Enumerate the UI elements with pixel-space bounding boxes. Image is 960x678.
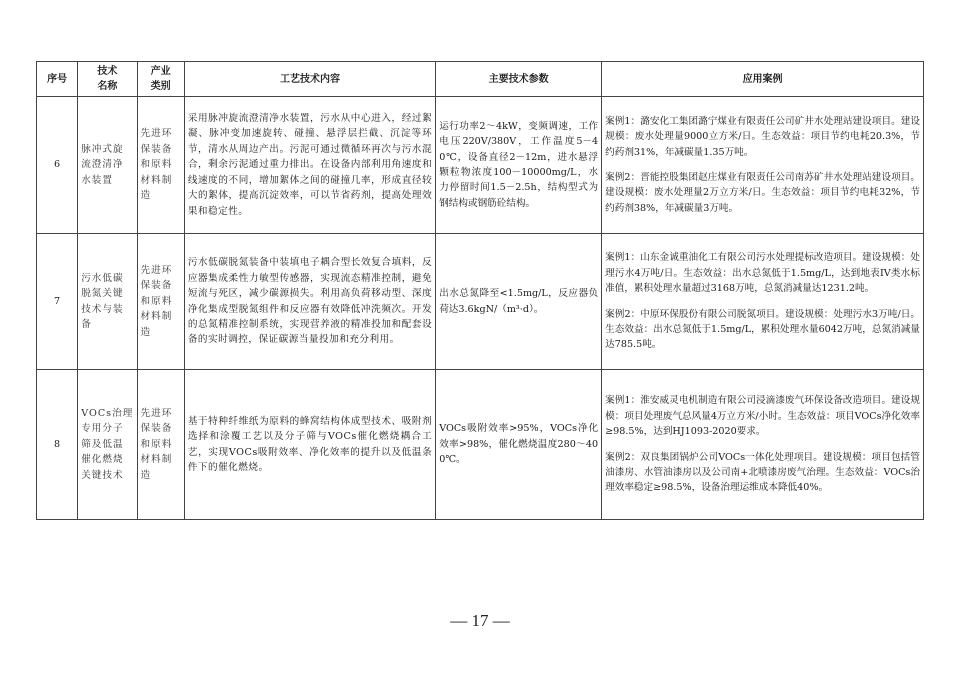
technology-table [36,61,924,520]
header-cases: 应用案例 [602,62,924,97]
process-content: 污水低碳脱氮装备中装填电子耦合型长效复合填料，反应器集成柔性力敏型传感器，实现流态精准控制，避免短流与死区，减少碳源损失。利用高负荷移动型、深度净化集成型脱氮组件和反应器有效降低冲洗频次。开发的总氮精准控制系统，实现营养液的精准投加和配套设备的实时调控，保证碳源当量投加和充分利用。 [184,234,435,370]
table-row [37,97,924,234]
case-1: 案例1：潞安化工集团潞宁煤业有限责任公司矿井水处理站建设项目。建设规模：废水处理量9000立方米/日。生态效益：项目节约电耗20.3%，节约药剂31%，年减碳量1.35万吨。 [605,115,920,158]
application-cases [602,97,924,234]
process-content: 采用脉冲旋流澄清净水装置，污水从中心进入，经过絮凝、脉冲变加速旋转、碰撞、悬浮层拦截、沉淀等环节，清水从周边产出。污泥可通过微循环再次与污水混合，剩余污泥通过重力排出。在设备内部利用角速度和线速度的不同，增加絮体之间的碰撞几率，形成直径较大的絮体，提高沉淀效率，可以节省药剂，提高处理效果和稳定性。 [184,97,435,234]
row-number: 8 [37,370,78,520]
industry-category: 先进环保装备和原料材料制造 [137,234,184,370]
technology-name: 污水低碳脱氮关键技术与装备 [78,234,137,370]
row-number: 6 [37,97,78,234]
industry-category: 先进环保装备和原料材料制造 [137,370,184,520]
case-2: 案例2：晋能控股集团赵庄煤业有限责任公司南苏矿井水处理站建设项目。建设规模：废水处理量2万立方米/日。生态效益：项目节约电耗32%，节约药剂38%，年减碳量3万吨。 [605,172,920,214]
technical-params: VOCs吸附效率>95%，VOCs净化效率>98%，催化燃烧温度280～400℃。 [436,370,602,520]
application-cases [602,370,924,520]
case-2: 案例2：双良集团锅炉公司VOCs一体化处理项目。建设规模：项目包括管油漆房、水管油漆房以及公司南+北喷漆房废气治理。生态效益：VOCs治理效率稳定≥98.5%，设备治理运维成本降低40%。 [605,451,920,494]
technology-name: VOCs治理专用分子筛及低温催化燃烧关键技术 [78,370,137,520]
row-number: 7 [37,234,78,370]
application-cases [602,234,924,370]
case-1: 案例1：山东金诚重油化工有限公司污水处理提标改造项目。建设规模：处理污水4万吨/日。生态效益：出水总氮低于1.5mg/L，达到地表IV类水标准值，累积处理水量超过3168万吨，总氮消减量达1231.2吨。 [605,252,920,295]
header-no: 序号 [37,62,78,97]
technology-name: 脉冲式旋流澄清净水装置 [78,97,137,234]
header-name [78,62,137,97]
table-row [37,234,924,370]
technical-params: 运行功率2～4kW，变频调速，工作电压220V/380V，工作温度5－40℃，设备直径2－12m，进水悬浮颗粒物浓度100－10000mg/L，水力停留时间1.5－2.5h，结构型式为钢结构或钢筋砼结构。 [436,97,602,234]
table-header-row [37,62,924,97]
table-row [37,370,924,520]
header-category [137,62,184,97]
page-number: — 17 — [450,611,510,630]
header-category-text: 产业类别 [150,66,171,92]
case-1: 案例1：淮安威灵电机制造有限公司浸滴漆废气环保设备改造项目。建设规模：项目处理废气总风量4万立方米/小时。生态效益：项目VOCs净化效率≥98.5%，达到HJ1093-2020要求。 [605,395,920,438]
technical-params: 出水总氮降至<1.5mg/L，反应器负荷达3.6kgN/（m³·d）。 [436,234,602,370]
header-params: 主要技术参数 [436,62,602,97]
industry-category: 先进环保装备和原料材料制造 [137,97,184,234]
header-name-text: 技术名称 [97,66,118,92]
process-content: 基于特种纤维纸为原料的蜂窝结构体成型技术、吸附剂选择和涂覆工艺以及分子筛与VOCs催化燃烧耦合工艺，实现VOCs吸附效率、净化效率的提升以及低温条件下的催化燃烧。 [184,370,435,520]
header-process: 工艺技术内容 [184,62,435,97]
case-2: 案例2：中原环保股份有限公司脱氮项目。建设规模：处理污水3万吨/日。生态效益：出水总氮低于1.5mg/L，累积处理水量6042万吨，总氮消减量达785.5吨。 [605,308,920,351]
